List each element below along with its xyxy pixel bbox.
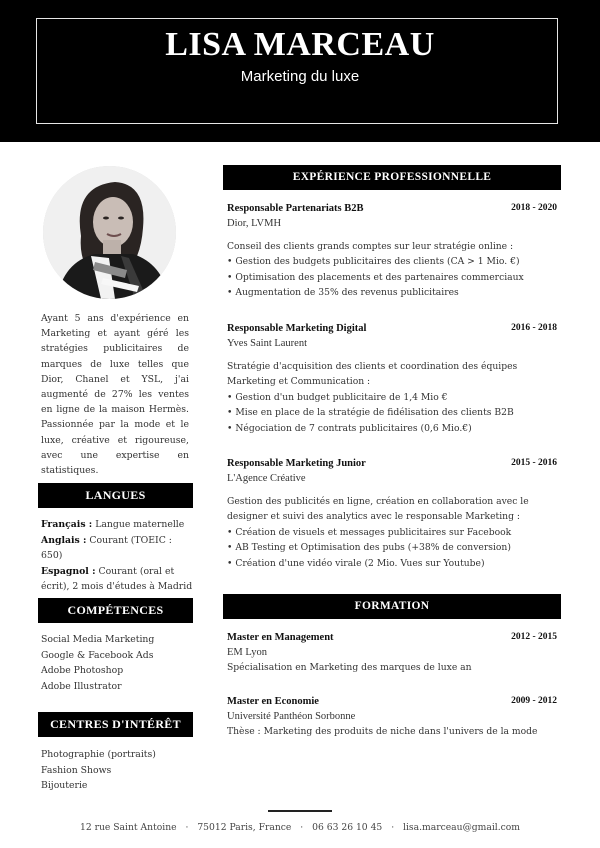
interest-item: Bijouterie — [41, 780, 88, 791]
degree-detail: Spécialisation en Marketing des marques de luxe an — [227, 662, 472, 673]
job-bullet: • Création de visuels et messages publicitaires sur Facebook — [227, 525, 557, 540]
job-bullet: • AB Testing et Optimisation des pubs (+38% de conversion) — [227, 540, 557, 555]
languages-heading: LANGUES — [38, 483, 193, 508]
interests-list — [41, 747, 193, 794]
school-name: EM Lyon — [227, 647, 267, 658]
job-bullets — [227, 390, 557, 436]
separator: · — [300, 822, 304, 833]
degree-dates: 2009 - 2012 — [511, 696, 557, 706]
experience-heading: EXPÉRIENCE PROFESSIONNELLE — [223, 165, 561, 190]
contact-address: 12 rue Saint Antoine — [79, 822, 177, 833]
degree-title: Master en Management — [227, 632, 334, 643]
language-item: Espagnol : Courant (oral et écrit), 2 mois d'études à Madrid — [41, 565, 193, 592]
interests-heading: CENTRES D'INTÉRÊT — [38, 712, 193, 737]
job-title: Responsable Marketing Junior — [227, 458, 366, 469]
job-company: Dior, LVMH — [227, 218, 282, 229]
degree-title: Master en Economie — [227, 696, 319, 707]
languages-list — [41, 517, 193, 595]
job-company: L'Agence Créative — [227, 473, 306, 484]
portrait-illustration — [43, 166, 176, 299]
profile-photo — [43, 166, 176, 299]
footer-divider — [268, 810, 332, 812]
job-bullets — [227, 525, 557, 571]
skills-heading: COMPÉTENCES — [38, 598, 193, 623]
education-entry — [227, 696, 557, 737]
job-bullet: • Optimisation des placements et des partenaires commerciaux — [227, 270, 557, 285]
candidate-name: LISA MARCEAU — [165, 26, 435, 63]
job-bullet: • Négociation de 7 contrats publicitaires (0,6 Mio.€) — [227, 421, 557, 436]
contact-email[interactable]: lisa.marceau@gmail.com — [403, 822, 521, 833]
job-bullet: • Gestion d'un budget publicitaire de 1,4 Mio € — [227, 390, 557, 405]
job-entry — [227, 458, 557, 571]
job-title: Responsable Marketing Digital — [227, 323, 367, 334]
header-banner — [0, 0, 600, 142]
profile-summary: Ayant 5 ans d'expérience en Marketing et ayant géré les stratégies publicitaires de marques de luxe telles que Dior, Chanel et YSL, j'ai augmenté de 27% les ventes en ligne de la maison Hermès. Passionnée par la mode et le luxe, créative et rigoureuse, avec une expertise en statistiques. — [41, 313, 189, 477]
school-name: Université Panthéon Sorbonne — [227, 711, 356, 722]
skill-item: Adobe Photoshop — [41, 665, 124, 676]
job-entry — [227, 203, 557, 301]
language-item: Français : Langue maternelle — [41, 519, 185, 530]
job-bullet: • Gestion des budgets publicitaires des clients (CA > 1 Mio. €) — [227, 254, 557, 269]
education-heading: FORMATION — [223, 594, 561, 619]
interest-item: Fashion Shows — [41, 764, 112, 776]
job-entry — [227, 323, 557, 436]
job-dates: 2016 - 2018 — [511, 323, 557, 333]
candidate-title: Marketing du luxe — [240, 68, 360, 85]
degree-dates: 2012 - 2015 — [511, 632, 557, 642]
job-company: Yves Saint Laurent — [227, 338, 308, 349]
job-bullet: • Création d'une vidéo virale (2 Mio. Vues sur Youtube) — [227, 556, 557, 571]
job-description: Conseil des clients grands comptes sur leur stratégie online : — [227, 241, 514, 252]
skill-item: Adobe Illustrator — [41, 680, 122, 692]
job-title: Responsable Partenariats B2B — [227, 203, 364, 214]
job-description: Stratégie d'acquisition des clients et coordination des équipes Marketing et Communication : — [227, 361, 518, 388]
job-bullets — [227, 254, 557, 300]
skills-list — [41, 632, 193, 694]
interest-item: Photographie (portraits) — [41, 749, 156, 760]
job-dates: 2018 - 2020 — [511, 203, 557, 213]
separator: · — [185, 822, 189, 833]
job-bullet: • Mise en place de la stratégie de fidélisation des clients B2B — [227, 405, 557, 420]
skill-item: Google & Facebook Ads — [41, 649, 154, 661]
education-entry — [227, 632, 557, 673]
job-description: Gestion des publicités en ligne, création en collaboration avec le designer et suivi des analytics avec le responsable Marketing : — [227, 496, 529, 523]
separator: · — [391, 822, 395, 833]
degree-detail: Thèse : Marketing des produits de niche dans l'univers de la mode — [227, 726, 538, 737]
skill-item: Social Media Marketing — [41, 634, 155, 645]
language-item: Anglais : Courant (TOEIC : 650) — [41, 534, 172, 561]
contact-footer — [0, 822, 600, 833]
contact-city: 75012 Paris, France — [197, 822, 292, 833]
job-bullet: • Augmentation de 35% des revenus publicitaires — [227, 285, 557, 300]
contact-phone: 06 63 26 10 45 — [312, 822, 383, 833]
job-dates: 2015 - 2016 — [511, 458, 557, 468]
